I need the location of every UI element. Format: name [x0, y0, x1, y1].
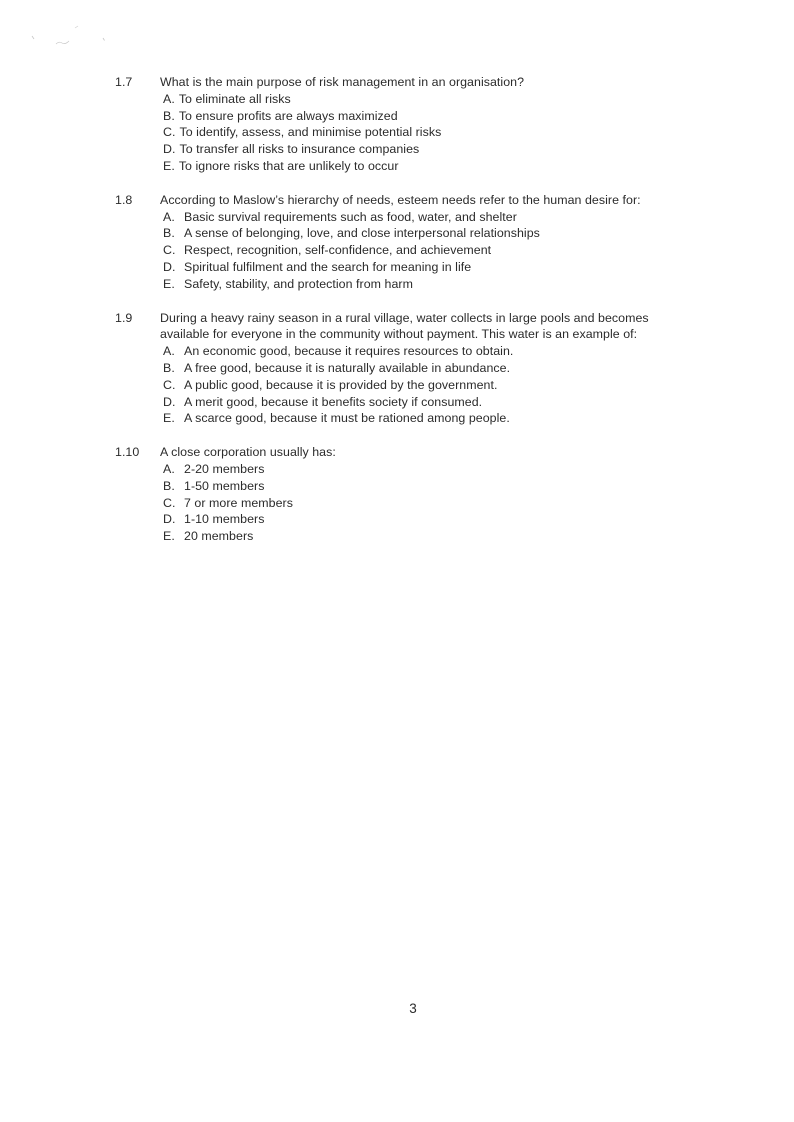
option-text: To identify, assess, and minimise potential risks: [179, 125, 442, 140]
option-letter: A.: [163, 344, 175, 359]
question-text: [160, 444, 755, 461]
question-text: [160, 192, 755, 209]
option-letter: B.: [163, 108, 175, 123]
option-e: [163, 528, 765, 545]
options-list: [163, 461, 765, 545]
question-text-line: According to Maslow’s hierarchy of needs, esteem needs refer to the human desire for:: [160, 192, 641, 207]
option-letter: E.: [163, 276, 175, 291]
options-list: [163, 343, 765, 427]
page-number: 3: [409, 1001, 417, 1016]
option-letter: A.: [163, 461, 175, 476]
question-text-line: A close corporation usually has:: [160, 445, 336, 460]
option-a: [163, 461, 765, 478]
option-text: Spiritual fulfilment and the search for meaning in life: [184, 259, 472, 274]
option-letter: D.: [163, 394, 176, 409]
question-block-1-8: [115, 192, 765, 293]
option-e: [163, 410, 765, 427]
option-letter: B.: [163, 360, 175, 375]
question-block-1-10: [115, 444, 765, 545]
option-letter: C.: [163, 243, 176, 258]
option-letter: C.: [163, 377, 176, 392]
option-letter: E.: [163, 529, 175, 544]
question-text-line: During a heavy rainy season in a rural village, water collects in large pools and becomes: [160, 310, 649, 325]
question-number: 1.9: [115, 310, 133, 325]
question-number: 1.7: [115, 75, 133, 89]
option-text: Basic survival requirements such as food, water, and shelter: [184, 209, 517, 224]
question-block-1-7: [115, 74, 765, 175]
option-e: [163, 158, 765, 175]
option-letter: B.: [163, 226, 175, 241]
question-text: [160, 310, 755, 344]
option-text: 1-50 members: [184, 478, 265, 493]
question-number: 1.10: [115, 445, 140, 460]
question-text-line: available for everyone in the community without payment. This water is an example of:: [160, 327, 638, 342]
option-text: A sense of belonging, love, and close interpersonal relationships: [184, 226, 540, 241]
option-text: A public good, because it is provided by the government.: [184, 377, 498, 392]
option-letter: E.: [163, 411, 175, 426]
option-text: An economic good, because it requires resources to obtain.: [184, 344, 514, 359]
question-number: 1.8: [115, 192, 133, 207]
option-b: [163, 108, 765, 125]
option-text: 7 or more members: [184, 495, 293, 510]
option-letter: C.: [163, 125, 176, 140]
option-text: To ensure profits are always maximized: [178, 108, 398, 123]
option-text: A merit good, because it benefits society if consumed.: [184, 394, 483, 409]
option-letter: A.: [163, 91, 175, 106]
option-e: [163, 276, 765, 293]
option-text: A scarce good, because it must be rationed among people.: [184, 411, 510, 426]
option-text: Respect, recognition, self-confidence, and achievement: [184, 243, 492, 258]
option-a: [163, 343, 765, 360]
option-d: [163, 141, 765, 158]
option-letter: B.: [163, 478, 175, 493]
questions-section: [115, 74, 765, 562]
option-text: 1-10 members: [184, 512, 265, 527]
option-text: Safety, stability, and protection from harm: [184, 276, 413, 291]
question-text-line: What is the main purpose of risk management in an organisation?: [160, 75, 525, 89]
option-d: [163, 394, 765, 411]
option-a: [163, 209, 765, 226]
option-d: [163, 259, 765, 276]
option-letter: A.: [163, 209, 175, 224]
option-c: [163, 242, 765, 259]
option-letter: C.: [163, 495, 176, 510]
option-c: [163, 124, 765, 141]
options-list: [163, 91, 765, 175]
option-text: 2-20 members: [184, 461, 265, 476]
option-text: To transfer all risks to insurance companies: [179, 142, 420, 157]
question-block-1-9: [115, 310, 765, 428]
option-letter: E.: [163, 158, 175, 173]
question-text: [160, 74, 755, 91]
option-c: [163, 377, 765, 394]
option-letter: D.: [163, 512, 176, 527]
option-c: [163, 495, 765, 512]
option-b: [163, 360, 765, 377]
pen-scribble-marks: [18, 18, 128, 58]
option-b: [163, 478, 765, 495]
option-text: A free good, because it is naturally available in abundance.: [184, 360, 511, 375]
option-letter: D.: [163, 259, 176, 274]
option-text: To ignore risks that are unlikely to occur: [178, 158, 399, 173]
option-b: [163, 225, 765, 242]
option-a: [163, 91, 765, 108]
option-text: 20 members: [184, 529, 254, 544]
option-text: To eliminate all risks: [178, 91, 291, 106]
option-d: [163, 511, 765, 528]
option-letter: D.: [163, 142, 176, 157]
options-list: [163, 209, 765, 293]
